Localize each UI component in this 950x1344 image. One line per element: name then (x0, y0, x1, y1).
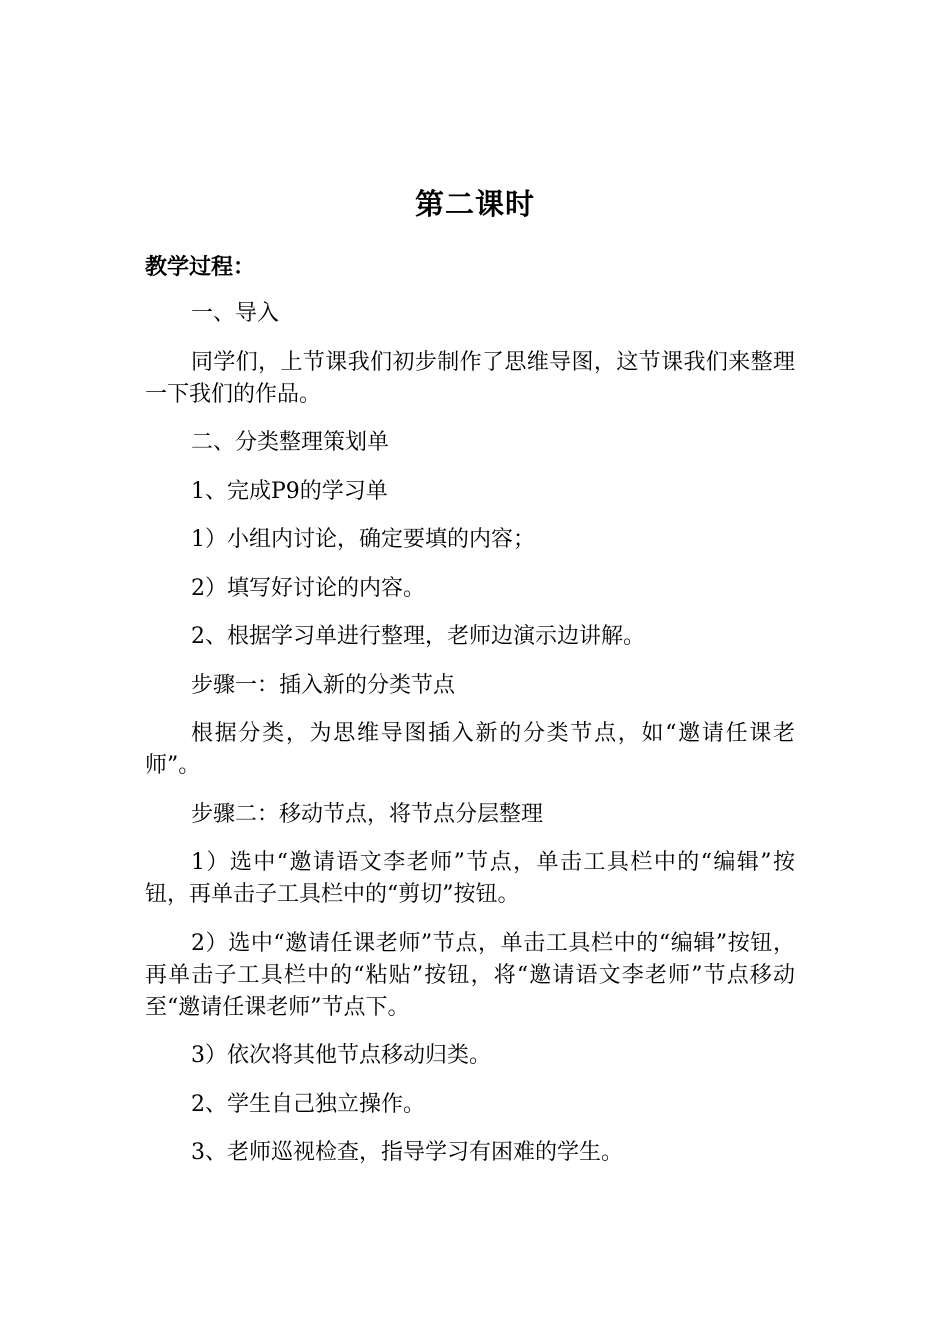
paragraph: 1）选中“邀请语文李老师”节点，单击工具栏中的“编辑”按钮，再单击子工具栏中的“剪切”按钮。 (145, 850, 795, 907)
paragraph: 1、完成P9的学习单 (191, 478, 388, 504)
paragraph: 2）填写好讨论的内容。 (191, 575, 425, 601)
paragraph: 1）小组内讨论，确定要填的内容； (191, 527, 535, 552)
paragraph: 3、老师巡视检查，指导学习有困难的学生。 (191, 1140, 623, 1165)
paragraph: 根据分类，为思维导图插入新的分类节点，如“邀请任课老师”。 (145, 721, 795, 778)
page-title: 第二课时 (414, 187, 535, 221)
paragraph-step-heading: 步骤一：插入新的分类节点 (191, 672, 456, 698)
paragraph: 2、根据学习单进行整理，老师边演示边讲解。 (191, 624, 645, 649)
paragraph-intro-heading: 一、导入 (191, 301, 280, 326)
paragraph-step-heading: 步骤二：移动节点，将节点分层整理 (191, 801, 544, 827)
paragraph: 3）依次将其他节点移动归类。 (191, 1043, 491, 1068)
paragraph-section-heading: 二、分类整理策划单 (191, 430, 390, 455)
paragraph: 2）选中“邀请任课老师”节点，单击工具栏中的“编辑”按钮，再单击子工具栏中的“粘贴”按钮，将“邀请语文李老师”节点移动至“邀请任课老师”节点下。 (145, 930, 795, 1020)
paragraph: 同学们，上节课我们初步制作了思维导图，这节课我们来整理一下我们的作品。 (145, 349, 795, 407)
document-body (145, 298, 795, 1186)
section-heading: 教学过程： (145, 255, 256, 280)
paragraph: 2、学生自己独立操作。 (191, 1091, 425, 1117)
